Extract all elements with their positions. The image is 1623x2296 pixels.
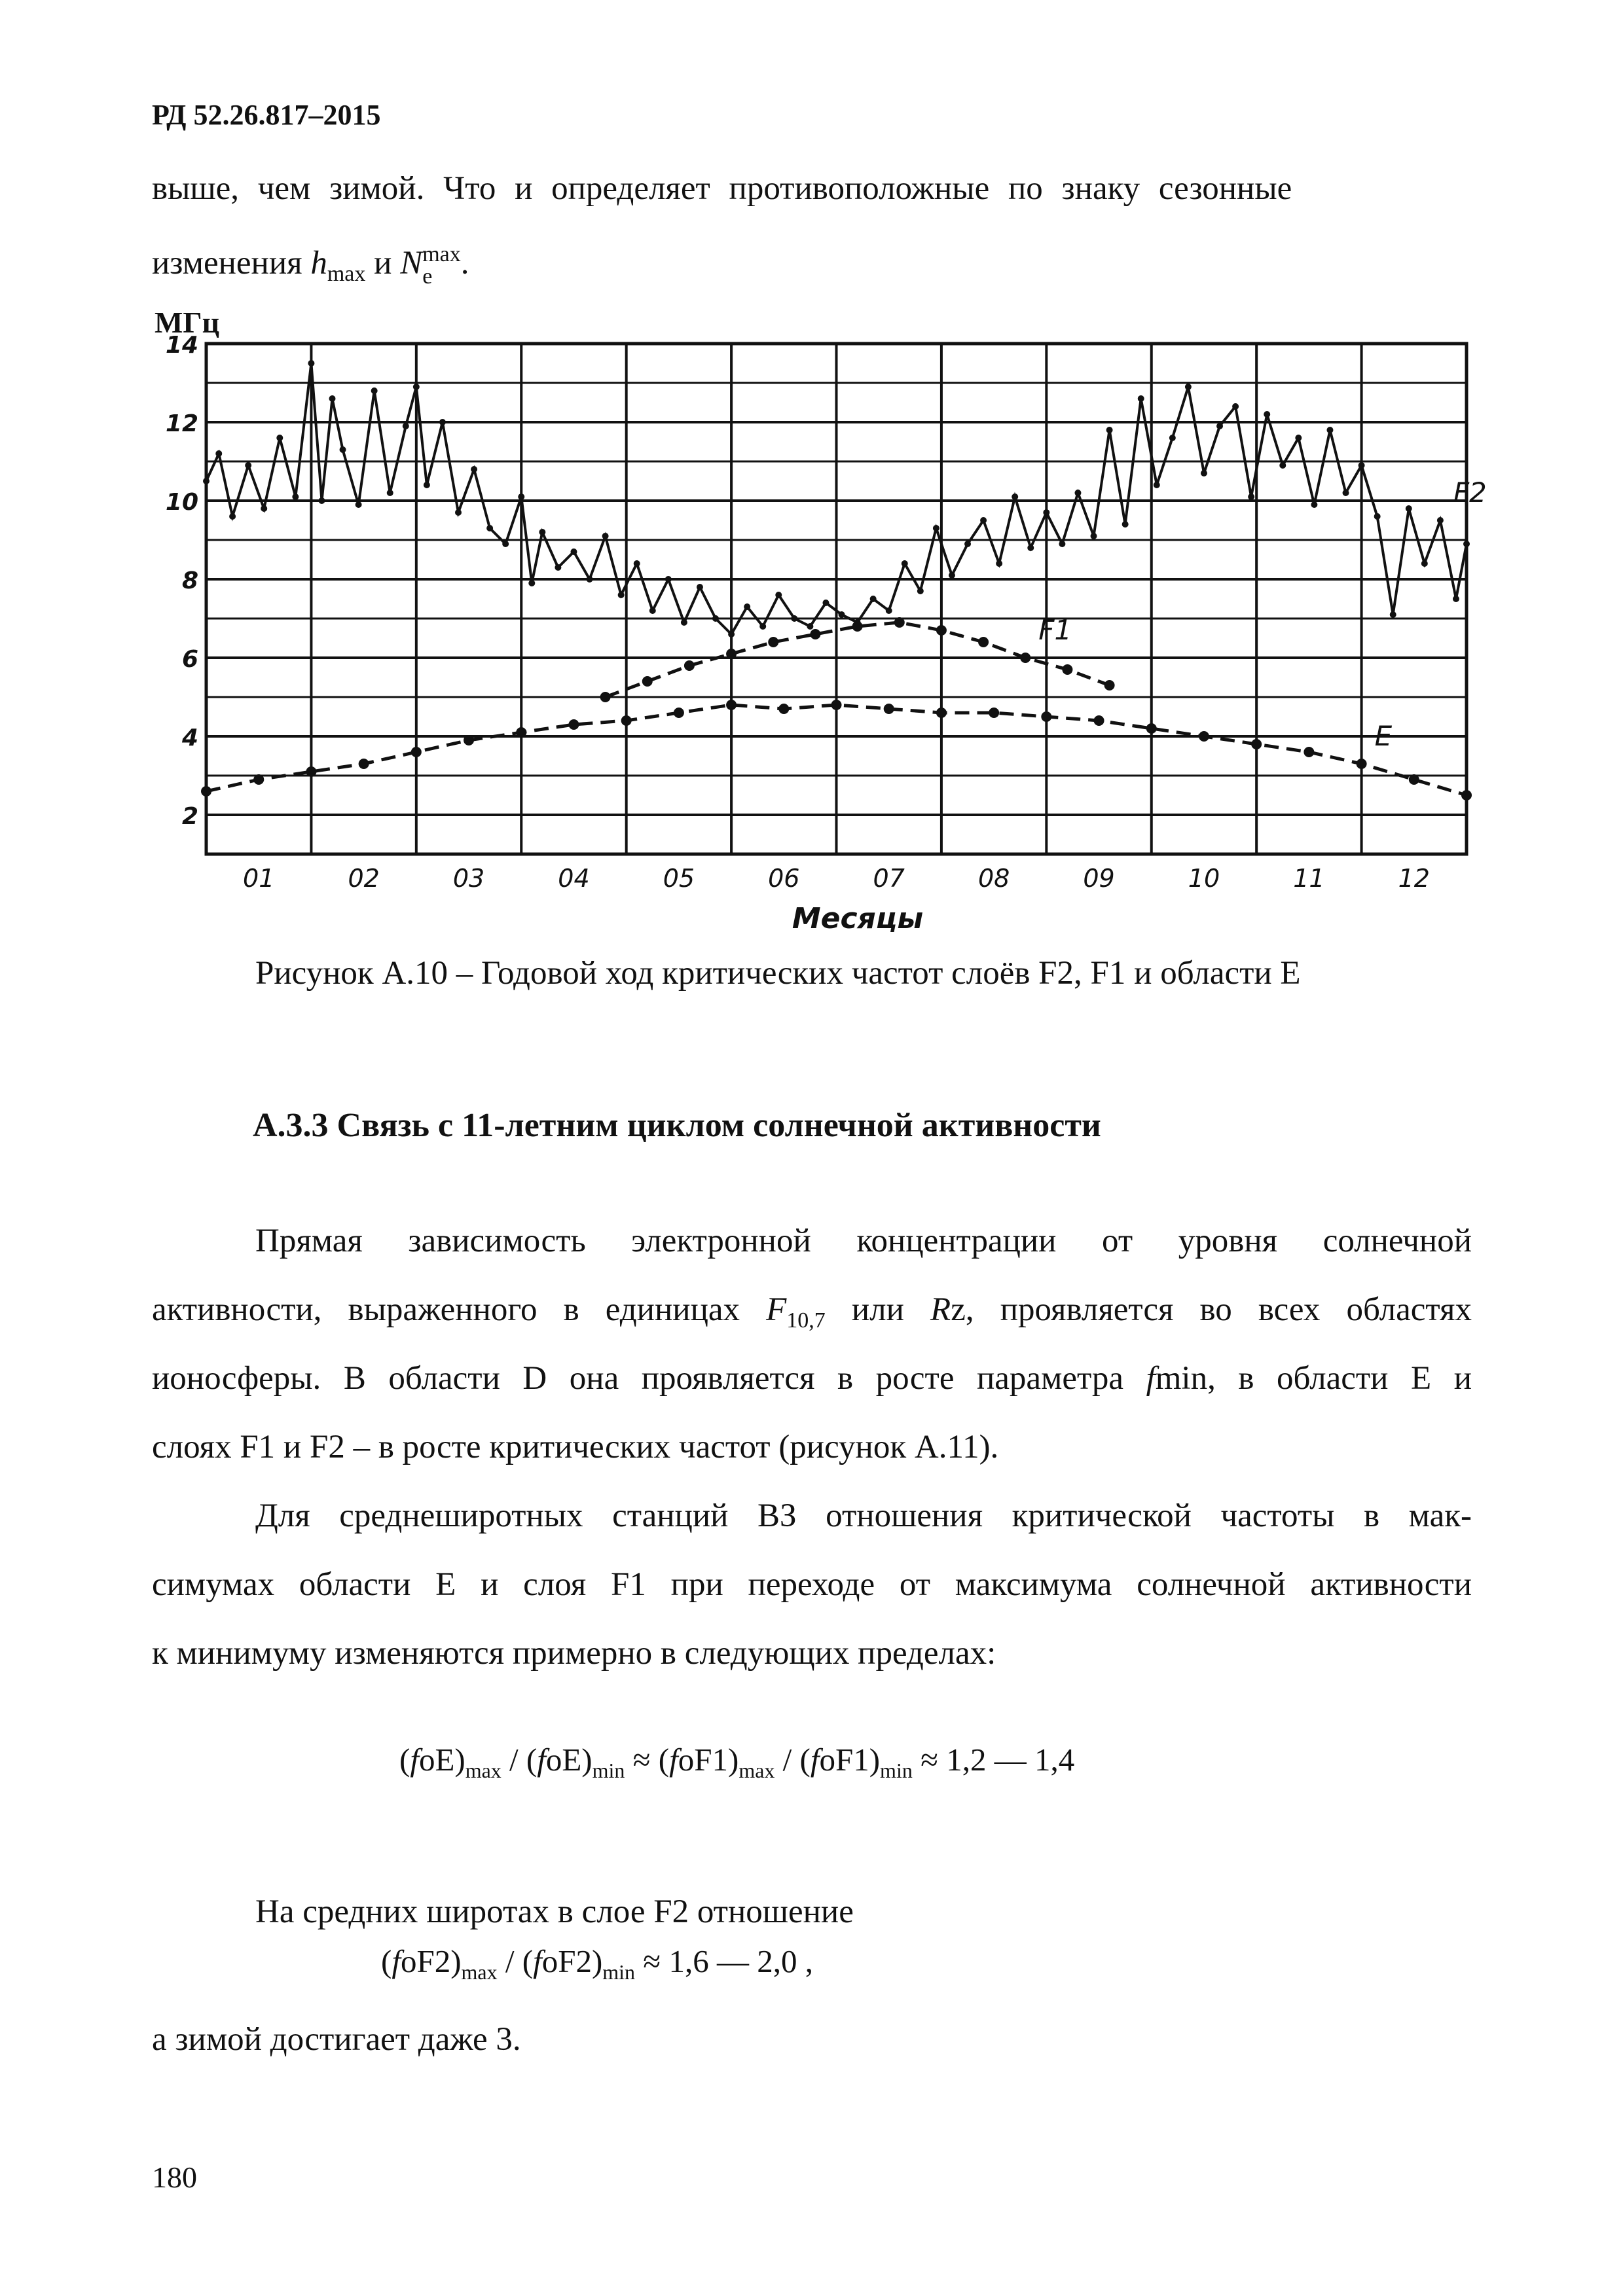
series-f2-point xyxy=(822,600,829,606)
series-e-point xyxy=(1251,739,1262,749)
series-f1-point xyxy=(936,625,947,636)
series-f2-point xyxy=(1421,560,1428,567)
h-variable: h xyxy=(310,245,327,281)
series-e-point xyxy=(1357,759,1367,769)
series-e-point xyxy=(1409,774,1419,785)
series-f2-point xyxy=(1343,490,1349,496)
series-f2-point xyxy=(649,607,656,614)
series-f1-point xyxy=(1104,680,1115,691)
series-f2-point xyxy=(528,580,535,586)
series-f2-point xyxy=(1295,435,1302,441)
series-f2-point xyxy=(356,501,362,508)
series-f2-point xyxy=(1463,541,1470,547)
section-title: А.3.3 Связь с 11-летним циклом солнечной активности xyxy=(253,1107,1101,1144)
series-f2-point xyxy=(276,435,283,441)
y-tick-label: 12 xyxy=(165,410,198,437)
series-f2-point xyxy=(570,548,577,555)
series-f2-point xyxy=(261,505,267,512)
series-f2-point xyxy=(1311,501,1317,508)
series-f2-point xyxy=(424,482,430,488)
series-e-point xyxy=(884,704,894,714)
x-tick-label: 11 xyxy=(1293,864,1325,893)
series-f2-point xyxy=(886,607,892,614)
formula-text: ≈ ( xyxy=(625,1742,670,1778)
series-e-point xyxy=(674,708,684,718)
x-tick-label: 05 xyxy=(663,864,695,893)
critical-frequency-chart xyxy=(151,327,1493,942)
series-f2-point xyxy=(371,387,378,394)
series-e-point xyxy=(568,719,579,730)
series-f2-point xyxy=(329,395,336,402)
formula-var: f xyxy=(537,1742,546,1778)
series-e-point xyxy=(253,774,264,785)
series-f1-point xyxy=(810,629,820,639)
series-f2-point xyxy=(1122,521,1129,528)
series-f2-point xyxy=(1043,509,1049,516)
x-tick-label: 06 xyxy=(768,864,800,893)
formula-var: f xyxy=(533,1943,542,1979)
series-f1-line xyxy=(606,622,1110,697)
paragraph-2-line-2: симумах области E и слоя F1 при переходе от максимума солнечной активности xyxy=(152,1566,1472,1603)
y-tick-label: 8 xyxy=(181,567,198,594)
series-f2-point xyxy=(229,513,236,520)
series-e-point xyxy=(989,708,999,718)
document-header: РД 52.26.817–2015 xyxy=(152,99,381,131)
intro-line-1: выше, чем зимой. Что и определяет противоположные по знаку сезонные xyxy=(152,170,1292,207)
series-f2-point xyxy=(712,615,719,622)
series-f2-point xyxy=(602,533,609,539)
n-variable: N xyxy=(400,245,423,281)
paragraph-1-line-3 xyxy=(152,1342,1472,1415)
formula-text: oF2) xyxy=(541,1943,603,1979)
p1-text: активности, выраженного в единицах xyxy=(152,1291,767,1328)
series-f2-point xyxy=(839,611,845,618)
x-tick-label: 08 xyxy=(977,864,1010,893)
formula-text: / ( xyxy=(501,1742,538,1778)
series-f2-point xyxy=(980,517,987,524)
series-e-point xyxy=(306,766,316,777)
x-tick-label: 01 xyxy=(243,864,275,893)
series-e-point xyxy=(936,708,947,718)
paragraph-2-line-3: к минимуму изменяются примерно в следующих пределах: xyxy=(152,1635,996,1672)
series-e-point xyxy=(1199,731,1209,742)
series-f2-point xyxy=(1106,427,1113,433)
series-f1-point xyxy=(894,617,905,628)
series-f2-point xyxy=(949,572,955,579)
figure-caption: Рисунок А.10 – Годовой ход критических частот слоёв F2, F1 и области E xyxy=(255,955,1301,992)
series-f2-point xyxy=(697,584,703,590)
series-f1-point xyxy=(726,649,737,659)
y-axis-unit-label: МГц xyxy=(155,306,220,339)
formula-text: / ( xyxy=(775,1742,811,1778)
x-tick-label: 12 xyxy=(1398,864,1430,893)
series-e-point xyxy=(201,786,211,797)
y-tick-label: 4 xyxy=(181,725,198,751)
formula-sub: max xyxy=(465,1758,501,1782)
formula-sub: max xyxy=(739,1758,775,1782)
series-e-point xyxy=(831,700,842,710)
y-tick-label: 2 xyxy=(181,803,198,830)
x-axis-title: Месяцы xyxy=(792,902,924,935)
series-f2-point xyxy=(1326,427,1333,433)
series-f2-point xyxy=(1359,462,1365,469)
series-f2-point xyxy=(870,596,877,602)
series-f2-point xyxy=(1390,611,1396,618)
f-subscript: 10,7 xyxy=(786,1308,826,1333)
series-f1-point xyxy=(1020,653,1030,663)
series-f2-point xyxy=(1059,541,1065,547)
formula-sub: max xyxy=(461,1960,498,1984)
series-f2-label: F2 xyxy=(1453,476,1487,509)
series-f2-point xyxy=(1248,493,1254,500)
series-f2-point xyxy=(744,603,750,610)
series-f2-point xyxy=(439,419,446,425)
series-f2-point xyxy=(1232,403,1239,410)
series-f2-point xyxy=(807,623,813,630)
formula-f2-ratio xyxy=(381,1943,813,1984)
series-f2-point xyxy=(1091,533,1097,539)
formula-var: f xyxy=(669,1742,678,1778)
series-f2-point xyxy=(403,423,409,429)
y-tick-label: 14 xyxy=(165,332,198,359)
series-f2-point xyxy=(1437,517,1444,524)
series-f2-point xyxy=(775,592,782,598)
series-f2-point xyxy=(203,478,210,484)
formula-text: ( xyxy=(381,1943,392,1979)
page-number: 180 xyxy=(152,2161,197,2194)
formula-text: oF2) xyxy=(400,1943,462,1979)
formula-sub: min xyxy=(592,1758,625,1782)
series-e-point xyxy=(464,735,474,745)
series-f1-point xyxy=(642,676,653,687)
formula-text: ≈ 1,2 — 1,4 xyxy=(912,1742,1075,1778)
series-f2-point xyxy=(964,541,971,547)
formula-var: f xyxy=(810,1742,820,1778)
formula-text: oE) xyxy=(545,1742,593,1778)
series-f2-point xyxy=(634,560,640,567)
series-f2-point xyxy=(1453,596,1459,602)
series-e-point xyxy=(411,747,422,757)
series-f2-point xyxy=(502,541,509,547)
n-subscript: e xyxy=(422,264,433,289)
formula-text: oE) xyxy=(418,1742,465,1778)
series-f2-point xyxy=(933,525,939,531)
intro-text: . xyxy=(460,245,469,281)
n-superscript: max xyxy=(422,242,461,267)
series-f2-point xyxy=(387,490,393,496)
series-f1-point xyxy=(600,692,611,702)
series-e-point xyxy=(516,727,526,738)
series-e-point xyxy=(1461,790,1472,800)
series-e-point xyxy=(778,704,789,714)
y-tick-label: 10 xyxy=(165,489,198,516)
series-f2-point xyxy=(917,588,924,594)
series-f2-point xyxy=(1279,462,1286,469)
series-f1-point xyxy=(852,621,863,632)
paragraph-1-line-4: слоях F1 и F2 – в росте критических частот (рисунок А.11). xyxy=(152,1429,999,1465)
series-f2-point xyxy=(518,493,524,500)
series-f2-point xyxy=(471,466,477,473)
series-f2-point xyxy=(665,576,672,583)
series-e-point xyxy=(1094,715,1104,726)
series-f2-point xyxy=(1406,505,1412,512)
series-f1-point xyxy=(978,637,989,647)
chart-ticks xyxy=(166,332,1430,893)
formula-e-f1-ratio xyxy=(399,1741,1074,1783)
series-f2-point xyxy=(555,564,561,571)
formula-text: oF1) xyxy=(678,1742,739,1778)
series-e-point xyxy=(359,759,369,769)
formula-text: oF1) xyxy=(819,1742,881,1778)
series-f2-point xyxy=(587,576,593,583)
series-f2-point xyxy=(308,360,314,367)
formula-var: f xyxy=(392,1943,401,1979)
formula-sub: min xyxy=(602,1960,636,1984)
p1-text: ионосферы. В области D она проявляется в росте параметра xyxy=(152,1360,1146,1397)
h-subscript: max xyxy=(327,262,366,287)
series-f1-point xyxy=(768,637,778,647)
f-variable: F xyxy=(766,1291,787,1328)
series-f2-point xyxy=(1264,411,1270,418)
rz-variable: R xyxy=(930,1291,951,1328)
f-variable: f xyxy=(1146,1360,1156,1397)
series-f2-point xyxy=(1154,482,1160,488)
formula-text: ≈ 1,6 — 2,0 , xyxy=(635,1943,813,1979)
series-e-label: E xyxy=(1374,720,1393,752)
series-e-point xyxy=(1146,723,1157,734)
p1-text: или xyxy=(825,1291,931,1328)
series-f2-point xyxy=(455,509,462,516)
series-f2-point xyxy=(902,560,908,567)
formula-sub: min xyxy=(880,1758,913,1782)
series-f2-point xyxy=(759,623,766,630)
series-f2-point xyxy=(413,384,420,390)
series-f2-point xyxy=(1012,493,1018,500)
series-f2-point xyxy=(791,615,797,622)
series-f2-point xyxy=(1201,470,1207,476)
series-f2-point xyxy=(1027,545,1034,551)
x-tick-label: 07 xyxy=(873,864,905,893)
series-f2-point xyxy=(1185,384,1192,390)
formula-var: f xyxy=(410,1742,419,1778)
p1-text: z, проявляется во всех областях xyxy=(951,1291,1472,1328)
chart-grid xyxy=(206,344,1467,854)
series-f2-point xyxy=(1169,435,1176,441)
x-tick-label: 03 xyxy=(452,864,485,893)
x-tick-label: 10 xyxy=(1188,864,1220,893)
paragraph-2-line-1: Для среднеширотных станций ВЗ отношения критической частоты в мак- xyxy=(255,1498,1472,1534)
series-f2-point xyxy=(681,619,687,626)
p1-text: min, в области E и xyxy=(1155,1360,1472,1397)
formula-text: ( xyxy=(399,1742,410,1778)
paragraph-4: а зимой достигает даже 3. xyxy=(152,2021,521,2058)
x-tick-label: 09 xyxy=(1083,864,1115,893)
intro-line-2 xyxy=(152,226,1472,311)
series-f2-point xyxy=(486,525,493,531)
series-f2-point xyxy=(215,450,222,457)
series-e-point xyxy=(621,715,632,726)
series-f2-point xyxy=(318,497,325,504)
series-f2-point xyxy=(1374,513,1381,520)
series-f1-label: F1 xyxy=(1038,614,1072,646)
series-f1-point xyxy=(1062,664,1072,675)
series-f1-point xyxy=(684,660,695,671)
x-tick-label: 02 xyxy=(348,864,380,893)
series-e-point xyxy=(726,700,737,710)
series-e-point xyxy=(1304,747,1314,757)
series-f2-point xyxy=(618,592,625,598)
series-f2-point xyxy=(1074,490,1081,496)
intro-text: изменения xyxy=(152,245,311,281)
series-f2-point xyxy=(996,560,1002,567)
y-tick-label: 6 xyxy=(181,646,198,673)
series-f2-point xyxy=(292,493,299,500)
formula-text: / ( xyxy=(497,1943,534,1979)
x-tick-label: 04 xyxy=(558,864,590,893)
intro-text: и xyxy=(365,245,401,281)
series-f2-point xyxy=(539,529,545,535)
series-f2-point xyxy=(340,446,346,453)
series-f2-point xyxy=(728,631,735,637)
paragraph-1-line-1: Прямая зависимость электронной концентрации от уровня солнечной xyxy=(255,1223,1472,1259)
series-f2-point xyxy=(245,462,251,469)
series-f2-point xyxy=(1216,423,1223,429)
series-e-point xyxy=(1041,711,1051,722)
paragraph-3: На средних широтах в слое F2 отношение xyxy=(255,1893,854,1930)
series-f2-point xyxy=(1138,395,1144,402)
